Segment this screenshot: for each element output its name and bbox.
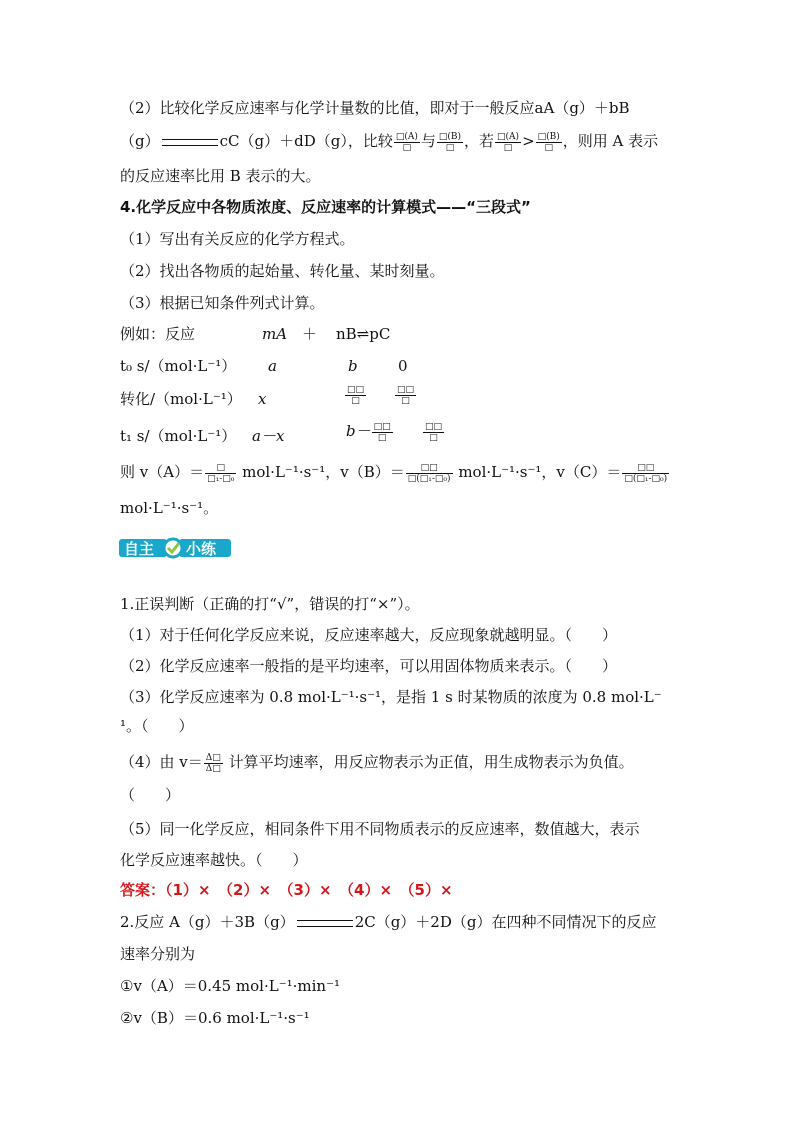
fraction-vA-a-2	[495, 132, 521, 153]
rate-vC-label: v（C）＝	[556, 463, 622, 481]
rate-vA-label: 则 v（A）＝	[120, 463, 205, 481]
fraction-vC	[622, 463, 669, 484]
fraction-vB-b	[437, 132, 463, 153]
frac-num: □□	[425, 421, 443, 432]
q2-line1	[120, 912, 656, 932]
q2-line2: 速率分别为	[120, 945, 196, 963]
frac-num: □□	[397, 384, 415, 395]
q1-item3-line1: （3）化学反应速率为 0.8 mol·L⁻¹·s⁻¹，是指 1 s 时某物质的浓度为 0.8 mol·L⁻	[120, 688, 662, 706]
greater-than: >	[522, 132, 535, 150]
frac-den: □	[401, 395, 410, 406]
q1-item3-line2: ¹。（ ）	[120, 717, 194, 735]
p2-tail: ，则用 A 表示	[562, 132, 659, 150]
frac-den: Δ□	[205, 763, 221, 774]
badge-right-text: 小练	[186, 540, 217, 558]
fraction-vA-a	[394, 132, 420, 153]
table-r0-b: nB⇌pC	[336, 325, 391, 343]
rate-unit: mol·L⁻¹·s⁻¹，	[242, 463, 341, 481]
q1-item4-line2: （ ）	[120, 786, 181, 804]
table-r1-label: t₀ s/（mol·L⁻¹）	[120, 357, 237, 375]
table-r2-a: x	[258, 390, 267, 408]
p2-line1-text: （2）比较化学反应速率与化学计量数的比值，即对于一般反应	[120, 99, 535, 117]
q2-rate1: ①v（A）＝0.45 mol·L⁻¹·min⁻¹	[120, 977, 341, 995]
frac-den: □	[377, 432, 387, 443]
table-r3-b	[346, 421, 394, 443]
fraction-vB	[406, 463, 453, 484]
fraction	[345, 385, 366, 406]
table-r1-b: b	[348, 357, 358, 375]
frac-den: □(□₁-□₀)	[624, 473, 668, 484]
p2-ruo: ，若	[464, 132, 495, 150]
q1-item5-line1: （5）同一化学反应，相同条件下用不同物质表示的反应速率，数值越大，表示	[120, 820, 640, 838]
p2-cC-text: cC（g）＋dD（g），比较	[219, 132, 393, 150]
section4-step1: （1）写出有关反应的化学方程式。	[120, 230, 355, 248]
q2-rate2: ②v（B）＝0.6 mol·L⁻¹·s⁻¹	[120, 1009, 310, 1027]
badge-graphic	[119, 536, 231, 560]
table-r0-plus: ＋	[302, 325, 318, 343]
section4-step2: （2）找出各物质的起始量、转化量、某时刻量。	[120, 262, 445, 280]
frac-num: Δ□	[205, 752, 221, 763]
q2-reactants: 2.反应 A（g）＋3B（g）	[120, 913, 295, 931]
table-r0-a: mA	[262, 325, 288, 343]
fraction	[395, 385, 416, 406]
fraction-delta	[204, 753, 223, 774]
table-r3-label: t₁ s/（mol·L⁻¹）	[120, 427, 237, 445]
table-r1-c: 0	[398, 357, 408, 375]
p2-g-text: （g）	[120, 132, 160, 150]
frac-den: □	[429, 432, 438, 443]
q1-item4-prefix: （4）由 v＝	[120, 753, 203, 771]
table-r1-a: a	[268, 357, 277, 375]
q1-answer: 答案：（1）× （2）× （3）× （4）× （5）×	[120, 881, 453, 899]
frac-den: □	[544, 142, 553, 153]
table-r2-c	[394, 384, 417, 406]
frac-num: □□	[406, 463, 453, 474]
frac-num: □	[205, 463, 236, 474]
p2-line1	[120, 98, 630, 118]
frac-num: □□	[373, 421, 391, 432]
table-r3-a: a－x	[252, 427, 285, 445]
frac-num: □(B)	[537, 131, 560, 142]
frac-den: □	[445, 142, 455, 153]
frac-den: □	[402, 142, 412, 153]
equals-arrow	[162, 139, 218, 146]
equals-arrow	[297, 920, 353, 927]
frac-den: □	[351, 395, 360, 406]
frac-den: □(□₁-□₀)	[407, 473, 451, 484]
fraction	[423, 422, 444, 443]
badge-left-text: 自主	[124, 540, 155, 558]
table-r0-label: 例如：反应	[120, 325, 196, 343]
q1-item1: （1）对于任何化学反应来说，反应速率越大，反应现象就越明显。（ ）	[120, 626, 618, 644]
self-practice-badge	[119, 536, 231, 560]
p2-line3: 的反应速率比用 B 表示的大。	[120, 167, 321, 185]
rate-vB-label: v（B）＝	[340, 463, 405, 481]
section4-step3: （3）根据已知条件列式计算。	[120, 294, 325, 312]
p2-yu: 与	[420, 132, 436, 150]
fraction	[372, 422, 393, 443]
frac-num: □□	[622, 463, 669, 474]
fraction-vB-b-2	[536, 132, 562, 153]
frac-den: □₁-□₀	[207, 473, 235, 484]
q2-products: 2C（g）＋2D（g）在四种不同情况下的反应	[354, 913, 657, 931]
q1-item4-suffix: 计算平均速率，用反应物表示为正值，用生成物表示为负值。	[223, 753, 634, 771]
q1-item5-line2: 化学反应速率越快。（ ）	[120, 851, 308, 869]
q1-item2: （2）化学反应速率一般指的是平均速率，可以用固体物质来表示。（ ）	[120, 657, 618, 675]
table-r3-c	[422, 421, 445, 443]
rate-line	[120, 462, 670, 484]
section4-title: 4.化学反应中各物质浓度、反应速率的计算模式——“三段式”	[120, 198, 531, 216]
table-r3-b-text: b－	[346, 422, 371, 440]
table-r2-b	[344, 384, 367, 406]
rate-unit: mol·L⁻¹·s⁻¹，	[458, 463, 557, 481]
frac-den: □	[503, 142, 513, 153]
p2-line2	[120, 131, 658, 153]
q1-item4-line1	[120, 752, 634, 774]
frac-num: □(B)	[438, 131, 462, 142]
frac-num: □□	[347, 384, 365, 395]
frac-num: □(A)	[497, 131, 520, 142]
frac-num: □(A)	[395, 131, 418, 142]
table-r2-label: 转化/（mol·L⁻¹）	[120, 390, 242, 408]
p2-aA-text: aA（g）＋bB	[534, 99, 630, 117]
q1-title: 1.正误判断（正确的打“√”，错误的打“×”）。	[120, 595, 420, 613]
fraction-vA	[205, 463, 236, 484]
rate-line-unit: mol·L⁻¹·s⁻¹。	[120, 499, 219, 517]
